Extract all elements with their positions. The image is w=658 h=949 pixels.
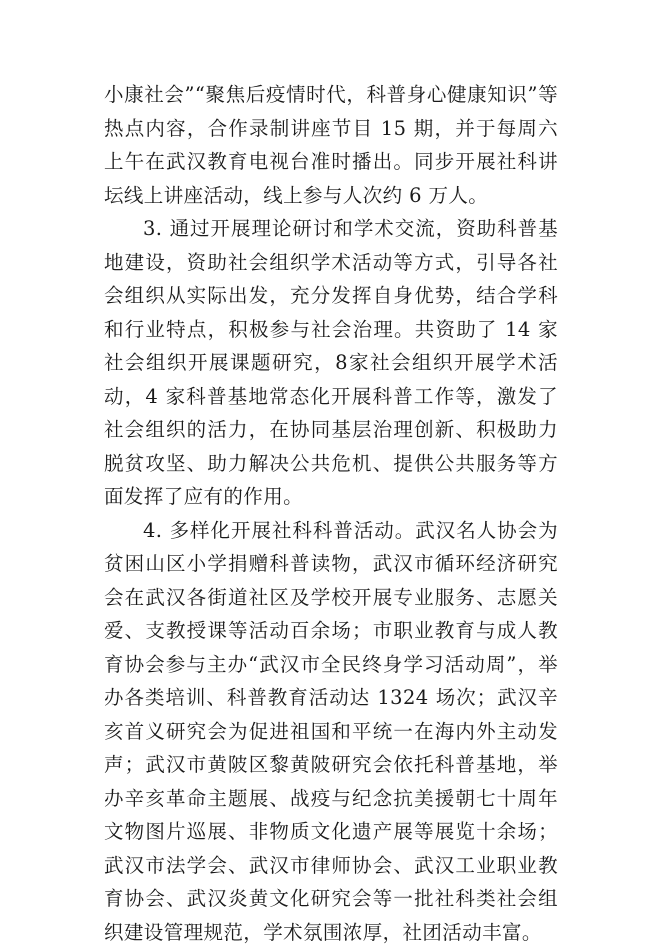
paragraph-item-4: 4. 多样化开展社科科普活动。武汉名人协会为贫困山区小学捐赠科普读物，武汉市循环经济研究会在武汉各街道社区及学校开展专业服务、志愿关爱、支教授课等活动百余场；市职业教育与成人教育协会参与主办“武汉市全民终身学习活动周”，举办各类培训、科普教育活动达 1324 场次；武汉辛亥首义研究会为促进祖国和平统一在海内外主动发声；武汉市黄陂区黎黄陂研究会依托科普基地，举办辛亥革命主题展、战疫与纪念抗美援朝七十周年文物图片巡展、非物质文化遗产展等展览十余场；武汉市法学会、武汉市律师协会、武汉工业职业教育协会、武汉炎黄文化研究会等一批社科类社会组织建设管理规范，学术氛围浓厚，社团活动丰富。 bbox=[104, 514, 558, 949]
paragraph-item-3: 3. 通过开展理论研讨和学术交流，资助科普基地建设，资助社会组织学术活动等方式，引导各社会组织从实际出发，充分发挥自身优势，结合学科和行业特点，积极参与社会治理。共资助了 14 家社会组织开展课题研究，8家社会组织开展学术活动，4 家科普基地常态化开展科普工作等，激发了社会组织的活力，在协同基层治理创新、积极助力脱贫攻坚、助力解决公共危机、提供公共服务等方面发挥了应有的作用。 bbox=[104, 212, 558, 514]
document-body bbox=[104, 78, 558, 949]
paragraph-continuation: 小康社会”“聚焦后疫情时代，科普身心健康知识”等热点内容，合作录制讲座节目 15 期，并于每周六上午在武汉教育电视台准时播出。同步开展社科讲坛线上讲座活动，线上参与人次约 6 万人。 bbox=[104, 78, 558, 212]
